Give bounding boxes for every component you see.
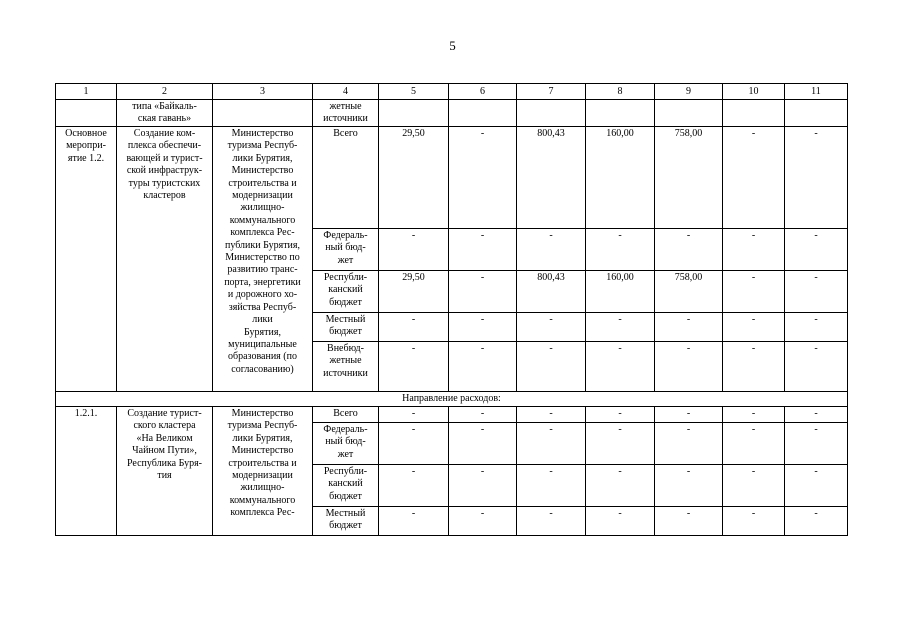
value-cell: -: [586, 423, 655, 465]
value-cell: -: [655, 313, 723, 342]
value-cell: -: [785, 229, 848, 271]
value-cell: [517, 100, 586, 127]
funding-source-cell: Внебюд- жетные источники: [313, 342, 379, 392]
value-cell: -: [379, 507, 449, 536]
value-cell: -: [723, 271, 785, 313]
code-cell: [56, 100, 117, 127]
measure-name-cell: Создание турист- ского кластера «На Великом Чайном Пути», Республика Буря- тия: [117, 407, 213, 536]
value-cell: -: [449, 507, 517, 536]
value-cell: [723, 100, 785, 127]
value-cell: -: [785, 313, 848, 342]
measure-name-cell: типа «Байкаль- ская гавань»: [117, 100, 213, 127]
column-header: 9: [655, 84, 723, 100]
value-cell: -: [785, 271, 848, 313]
value-cell: -: [517, 229, 586, 271]
value-cell: 29,50: [379, 271, 449, 313]
value-cell: -: [785, 465, 848, 507]
executor-cell: [213, 100, 313, 127]
table-row: [56, 127, 848, 229]
funding-source-cell: Местный бюджет: [313, 507, 379, 536]
measure-code-cell: 1.2.1.: [56, 407, 117, 536]
value-cell: -: [379, 465, 449, 507]
value-cell: -: [449, 465, 517, 507]
column-header: 5: [379, 84, 449, 100]
value-cell: -: [586, 342, 655, 392]
value-cell: 758,00: [655, 271, 723, 313]
funding-source-cell: Всего: [313, 127, 379, 229]
value-cell: -: [785, 127, 848, 229]
value-cell: -: [586, 407, 655, 423]
value-cell: -: [723, 465, 785, 507]
value-cell: -: [655, 229, 723, 271]
funding-source-cell: Местный бюджет: [313, 313, 379, 342]
column-header: 1: [56, 84, 117, 100]
value-cell: -: [449, 423, 517, 465]
funding-source-cell: Всего: [313, 407, 379, 423]
column-header: 11: [785, 84, 848, 100]
value-cell: -: [379, 423, 449, 465]
funding-source-cell: жетные источники: [313, 100, 379, 127]
value-cell: -: [785, 407, 848, 423]
value-cell: -: [379, 229, 449, 271]
value-cell: -: [449, 229, 517, 271]
value-cell: 160,00: [586, 271, 655, 313]
value-cell: -: [586, 465, 655, 507]
value-cell: -: [517, 507, 586, 536]
value-cell: -: [723, 342, 785, 392]
value-cell: -: [655, 465, 723, 507]
value-cell: -: [517, 465, 586, 507]
budget-table: [55, 83, 848, 536]
value-cell: -: [655, 423, 723, 465]
value-cell: -: [379, 313, 449, 342]
value-cell: 800,43: [517, 127, 586, 229]
value-cell: -: [449, 313, 517, 342]
value-cell: -: [449, 271, 517, 313]
column-header: 2: [117, 84, 213, 100]
value-cell: -: [517, 423, 586, 465]
executor-cell: Министерство туризма Респуб- лики Бурятия, Министерство строительства и модернизации жилищно- коммунального комплекса Рес- публики Бурятия, Министерство по развитию транс- порта, энергетики и дорожного хо- зяйства Респуб- лики Бурятия, муниципальные образования (по согласованию): [213, 127, 313, 392]
table-row: [56, 100, 848, 127]
column-header: 10: [723, 84, 785, 100]
direction-label: Направление расходов:: [56, 392, 848, 407]
value-cell: -: [785, 423, 848, 465]
value-cell: -: [655, 342, 723, 392]
value-cell: [655, 100, 723, 127]
value-cell: -: [655, 407, 723, 423]
value-cell: -: [723, 229, 785, 271]
executor-cell: Министерство туризма Респуб- лики Бурятия, Министерство строительства и модернизации жилищно- коммунального комплекса Рес-: [213, 407, 313, 536]
value-cell: -: [379, 342, 449, 392]
header-row: [56, 84, 848, 100]
value-cell: 29,50: [379, 127, 449, 229]
funding-source-cell: Республи- канский бюджет: [313, 465, 379, 507]
value-cell: [379, 100, 449, 127]
value-cell: -: [723, 507, 785, 536]
value-cell: -: [586, 313, 655, 342]
value-cell: -: [449, 127, 517, 229]
funding-source-cell: Федераль- ный бюд- жет: [313, 229, 379, 271]
table-body: [56, 84, 848, 536]
value-cell: [449, 100, 517, 127]
value-cell: -: [586, 507, 655, 536]
value-cell: -: [586, 229, 655, 271]
measure-code-cell: Основное меропри- ятие 1.2.: [56, 127, 117, 392]
column-header: 6: [449, 84, 517, 100]
column-header: 3: [213, 84, 313, 100]
value-cell: -: [379, 407, 449, 423]
value-cell: -: [517, 313, 586, 342]
value-cell: -: [449, 342, 517, 392]
funding-source-cell: Республи- канский бюджет: [313, 271, 379, 313]
value-cell: -: [723, 313, 785, 342]
column-header: 4: [313, 84, 379, 100]
value-cell: -: [723, 407, 785, 423]
column-header: 7: [517, 84, 586, 100]
value-cell: 758,00: [655, 127, 723, 229]
value-cell: [586, 100, 655, 127]
value-cell: -: [723, 423, 785, 465]
table-row: [56, 407, 848, 423]
value-cell: -: [785, 507, 848, 536]
funding-source-cell: Федераль- ный бюд- жет: [313, 423, 379, 465]
value-cell: 160,00: [586, 127, 655, 229]
page-number: 5: [449, 38, 456, 53]
value-cell: -: [517, 342, 586, 392]
value-cell: -: [655, 507, 723, 536]
value-cell: -: [723, 127, 785, 229]
column-header: 8: [586, 84, 655, 100]
value-cell: -: [785, 342, 848, 392]
value-cell: [785, 100, 848, 127]
direction-row: [56, 392, 848, 407]
value-cell: -: [517, 407, 586, 423]
value-cell: 800,43: [517, 271, 586, 313]
measure-name-cell: Создание ком- плекса обеспечи- вающей и турист- ской инфраструк- туры туристских кластеров: [117, 127, 213, 392]
value-cell: -: [449, 407, 517, 423]
